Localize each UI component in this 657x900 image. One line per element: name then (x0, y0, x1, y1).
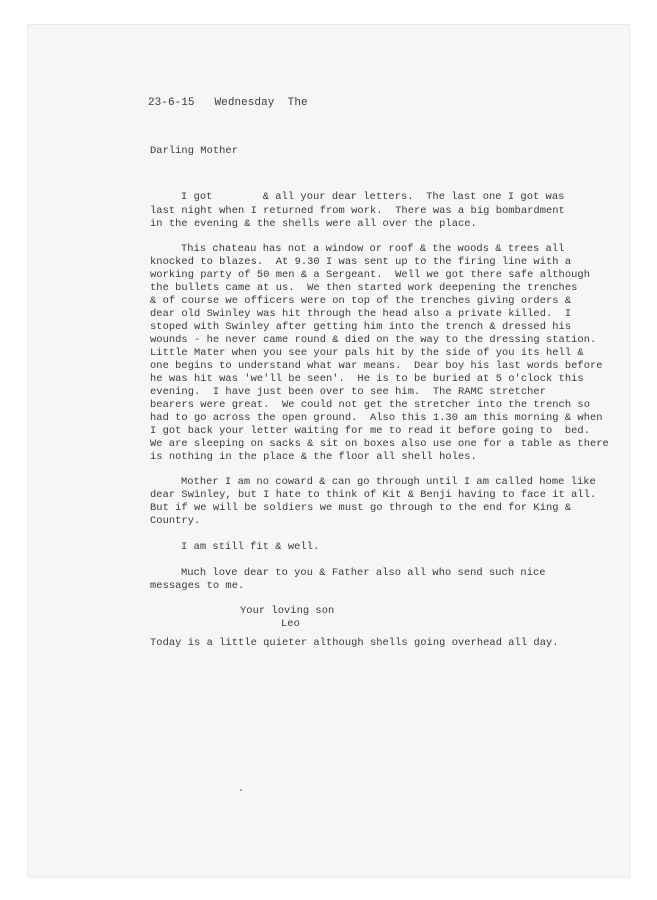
salutation: Darling Mother (150, 145, 238, 157)
typed-line: Country. (150, 515, 201, 527)
typed-line: I got & all your dear letters. The last one I got was (181, 191, 565, 203)
typed-line: knocked to blazes. At 9.30 I was sent up to the firing line with a (150, 256, 572, 268)
typed-line: bearers were great. We could not get the stretcher into the trench so (150, 399, 590, 411)
typed-line: stoped with Swinley after getting him into the trench & dressed his (150, 321, 572, 333)
typed-line: I got back your letter waiting for me to read it before going to bed. (150, 425, 590, 437)
typed-line: evening. I have just been over to see him. The RAMC stretcher (150, 386, 546, 398)
postscript: Today is a little quieter although shells going overhead all day. (150, 637, 559, 649)
typed-line: messages to me. (150, 580, 245, 592)
date-heading: 23-6-15 Wednesday The (148, 97, 308, 109)
typed-line: Much love dear to you & Father also all who send such nice (181, 567, 546, 579)
typed-line: he was hit was 'we'll be seen'. He is to be buried at 5 o'clock this (150, 373, 584, 385)
typed-line: dear Swinley, but I hate to think of Kit & Benji having to face it all. (150, 489, 597, 501)
typed-line: dear old Swinley was hit through the head also a private killed. I (150, 308, 572, 320)
typed-line: Mother I am no coward & can go through until I am called home like (181, 476, 596, 488)
closing: Your loving son (240, 605, 335, 617)
typed-line: wounds - he never came round & died on the way to the dressing station. (150, 334, 597, 346)
typed-line: & of course we officers were on top of the trenches giving orders & (150, 295, 572, 307)
typed-line: We are sleeping on sacks & sit on boxes also use one for a table as there (150, 438, 609, 450)
typed-line: Little Mater when you see your pals hit by the side of you its hell & (150, 347, 584, 359)
signature: Leo (281, 618, 300, 630)
typed-line: But if we will be soldiers we must go through to the end for King & (150, 502, 572, 514)
typed-line: working party of 50 men & a Sergeant. Well we got there safe although (150, 269, 590, 281)
letter-page (28, 25, 629, 876)
typed-line: I am still fit & well. (181, 541, 320, 553)
paper-mark (240, 789, 242, 791)
typed-line: is nothing in the place & the floor all shell holes. (150, 451, 477, 463)
typed-line: one begins to understand what war means. Dear boy his last words before (150, 360, 603, 372)
letter-body (28, 25, 629, 649)
typed-line: in the evening & the shells were all over the place. (150, 218, 477, 230)
typed-line: This chateau has not a window or roof & the woods & trees all (181, 243, 565, 255)
typed-line: the bullets came at us. We then started work deepening the trenches (150, 282, 578, 294)
typed-line: last night when I returned from work. There was a big bombardment (150, 205, 565, 217)
typed-line: had to go across the open ground. Also this 1.30 am this morning & when (150, 412, 603, 424)
